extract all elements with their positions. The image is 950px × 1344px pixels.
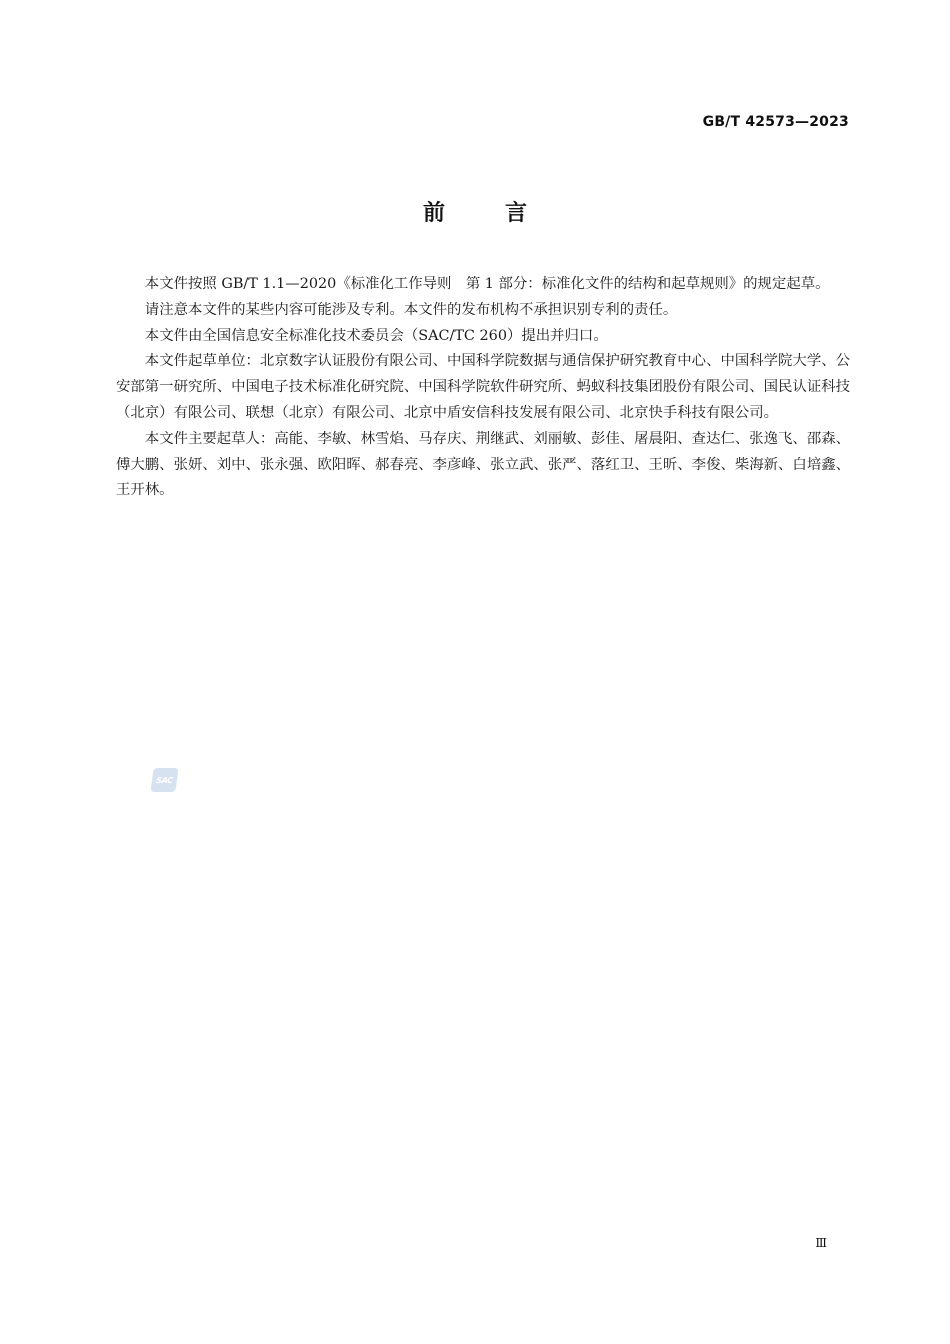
- foreword-body: [116, 272, 850, 504]
- paragraph-proposer: 本文件由全国信息安全标准化技术委员会（SAC/TC 260）提出并归口。: [144, 327, 608, 344]
- paragraph-main-drafters: 本文件主要起草人：高能、李敏、林雪焰、马存庆、荆继武、刘丽敏、彭佳、屠晨阳、查达仁、张逸飞、邵森、傅大鹏、张妍、刘中、张永强、欧阳晖、郝春亮、李彦峰、张立武、张严、落红卫、王昕、李俊、柴海新、白培鑫、王开林。: [116, 430, 850, 499]
- paragraph-drafting-rules: 本文件按照 GB/T 1.1—2020《标准化工作导则 第 1 部分：标准化文件的结构和起草规则》的规定起草。: [144, 276, 830, 292]
- sac-watermark-logo: [150, 768, 178, 792]
- page-title: 前言: [422, 201, 587, 226]
- paragraph-drafting-organizations: 本文件起草单位：北京数字认证股份有限公司、中国科学院数据与通信保护研究教育中心、中国科学院大学、公安部第一研究所、中国电子技术标准化研究院、中国科学院软件研究所、蚂蚁科技集团股份有限公司、国民认证科技（北京）有限公司、联想（北京）有限公司、北京中盾安信科技发展有限公司、北京快手科技有限公司。: [116, 353, 850, 421]
- sac-watermark-text: SAC: [155, 775, 174, 785]
- standard-number: GB/T 42573—2023: [702, 114, 849, 130]
- page-number: Ⅲ: [815, 1236, 827, 1250]
- paragraph-patent-notice: 请注意本文件的某些内容可能涉及专利。本文件的发布机构不承担识别专利的责任。: [144, 301, 678, 318]
